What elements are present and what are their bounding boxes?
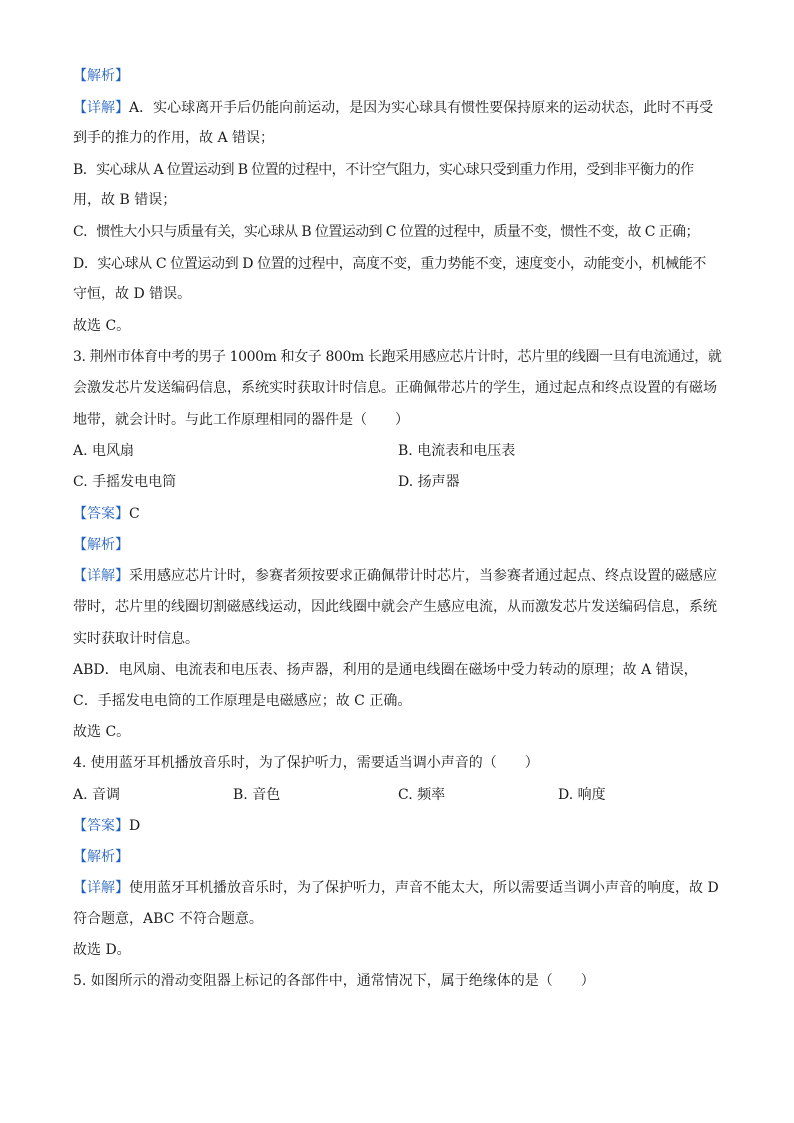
detail-line: 用，故 B 错误； bbox=[73, 192, 177, 208]
option-d: D. 响度 bbox=[558, 787, 606, 803]
detail-line: 符合题意，ABC 不符合题意。 bbox=[73, 911, 263, 927]
option-a: A. 音调 bbox=[73, 787, 121, 803]
question-3-line: 地带，就会计时。与此工作原理相同的器件是（ ） bbox=[73, 412, 409, 428]
analysis-heading: 【解析】 bbox=[73, 849, 129, 865]
option-c: C. 频率 bbox=[398, 787, 446, 803]
detail-line: 到手的推力的作用，故 A 错误； bbox=[73, 130, 275, 146]
detail-line: C．惯性大小只与质量有关，实心球从 B 位置运动到 C 位置的过程中，质量不变，惯性不变，故 C 正确； bbox=[73, 224, 699, 240]
detail-line bbox=[73, 566, 717, 586]
answer-tag: 【答案】 bbox=[73, 506, 129, 522]
detail-text: A．实心球离开手后仍能向前运动，是因为实心球具有惯性要保持原来的运动状态，此时不再受 bbox=[129, 100, 714, 116]
answer-tag: 【答案】 bbox=[73, 818, 129, 834]
analysis-heading: 【解析】 bbox=[73, 537, 129, 553]
detail-line bbox=[73, 878, 719, 898]
detail-tag: 【详解】 bbox=[73, 568, 129, 584]
question-4-line: 4. 使用蓝牙耳机播放音乐时，为了保护听力，需要适当调小声音的（ ） bbox=[73, 755, 539, 771]
question-3-line: 3. 荆州市体育中考的男子 1000m 和女子 800m 长跑采用感应芯片计时，芯片里的线圈一旦有电流通过，就 bbox=[73, 349, 722, 365]
detail-line: D．实心球从 C 位置运动到 D 位置的过程中，高度不变，重力势能不变，速度变小，动能变小，机械能不 bbox=[73, 256, 706, 272]
answer-line bbox=[73, 504, 140, 524]
detail-line: B．实心球从 A 位置运动到 B 位置的过程中，不计空气阻力，实心球只受到重力作用，受到非平衡力的作 bbox=[73, 162, 694, 178]
detail-line: 带时，芯片里的线圈切割磁感线运动，因此线圈中就会产生感应电流，从而激发芯片发送编码信息，系统 bbox=[73, 599, 717, 615]
detail-line: 实时获取计时信息。 bbox=[73, 631, 199, 647]
final-choice: 故选 C。 bbox=[73, 724, 131, 740]
detail-line: 守恒，故 D 错误。 bbox=[73, 286, 192, 302]
question-5-line: 5. 如图所示的滑动变阻器上标记的各部件中，通常情况下，属于绝缘体的是（ ） bbox=[73, 973, 595, 989]
option-b: B. 电流表和电压表 bbox=[398, 443, 516, 459]
answer-value: D bbox=[129, 818, 141, 834]
final-choice: 故选 C。 bbox=[73, 318, 131, 334]
option-d: D. 扬声器 bbox=[398, 474, 460, 490]
answer-value: C bbox=[129, 506, 140, 522]
detail-text: 使用蓝牙耳机播放音乐时，为了保护听力，声音不能太大，所以需要适当调小声音的响度，故 D bbox=[129, 880, 719, 896]
question-3-line: 会激发芯片发送编码信息，系统实时获取计时信息。正确佩带芯片的学生，通过起点和终点设置的有磁场 bbox=[73, 380, 717, 396]
detail-line bbox=[73, 98, 713, 118]
analysis-heading: 【解析】 bbox=[73, 68, 129, 84]
detail-tag: 【详解】 bbox=[73, 880, 129, 896]
final-choice: 故选 D。 bbox=[73, 942, 131, 958]
detail-line: ABD．电风扇、电流表和电压表、扬声器，利用的是通电线圈在磁场中受力转动的原理；故 A 错误， bbox=[73, 662, 698, 678]
option-a: A. 电风扇 bbox=[73, 443, 135, 459]
answer-line bbox=[73, 816, 140, 836]
option-c: C. 手摇发电电筒 bbox=[73, 474, 177, 490]
option-b: B. 音色 bbox=[233, 787, 281, 803]
detail-line: C．手摇发电电筒的工作原理是电磁感应；故 C 正确。 bbox=[73, 693, 412, 709]
detail-tag: 【详解】 bbox=[73, 100, 129, 116]
detail-text: 采用感应芯片计时，参赛者须按要求正确佩带计时芯片，当参赛者通过起点、终点设置的磁感应 bbox=[129, 568, 717, 584]
